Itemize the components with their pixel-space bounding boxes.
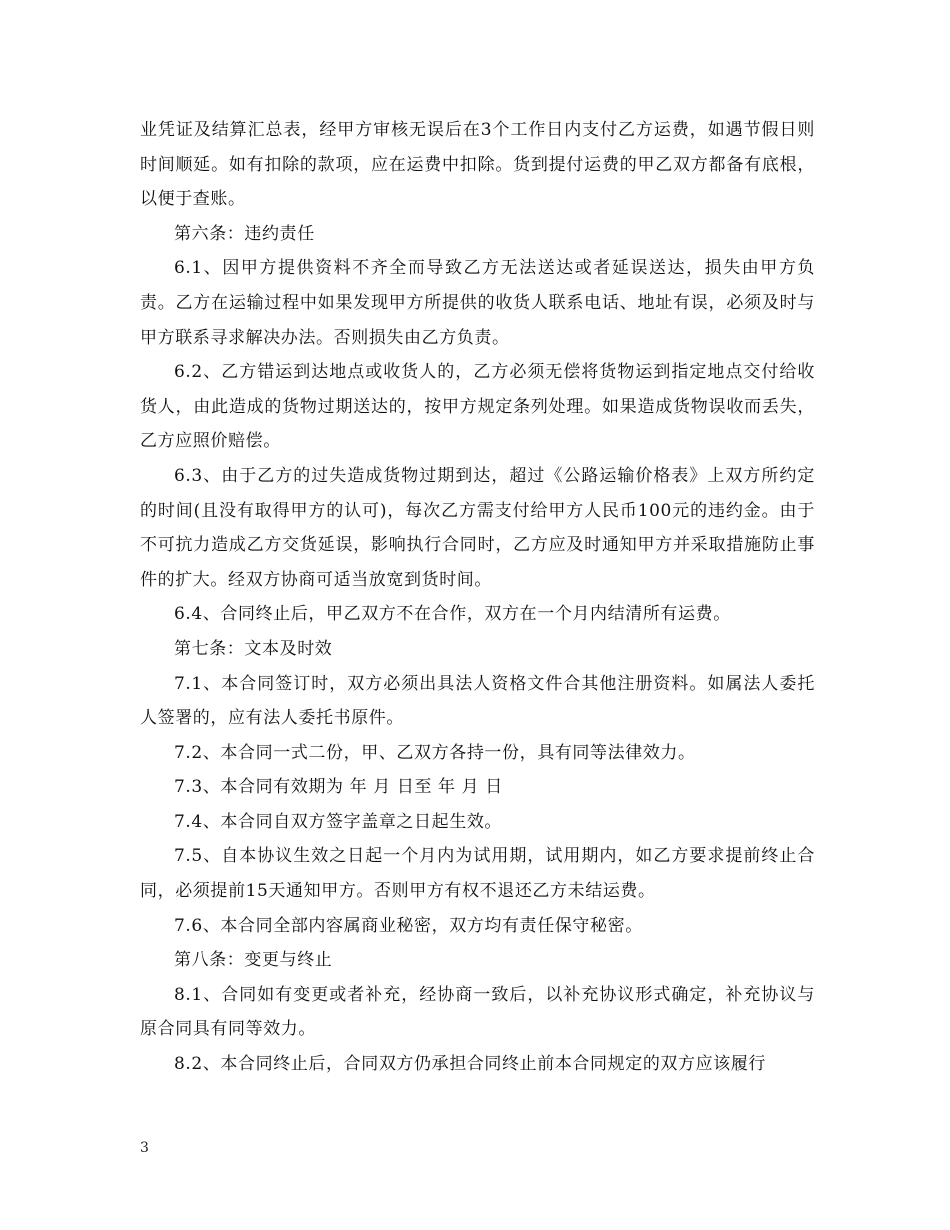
heading-article-6: 第六条：违约责任 [174, 223, 315, 244]
paragraph-6-2: 6.2、乙方错运到达地点或收货人的，乙方必须无偿将货物运到指定地点交付给收货人，由此造成的货物过期送达的，按甲方规定条列处理。如果造成货物误收而丢失，乙方应照价赔偿。 [140, 362, 815, 452]
paragraph-6-3: 6.3、由于乙方的过失造成货物过期到达，超过《公路运输价格表》上双方所约定的时间(且没有取得甲方的认可)，每次乙方需支付给甲方人民币100元的违约金。由于不可抗力造成乙方交货延误，影响执行合同时，乙方应及时通知甲方并采取措施防止事件的扩大。经双方协商可适当放宽到货时间。 [140, 465, 815, 590]
paragraph-settlement-continued: 业凭证及结算汇总表，经甲方审核无误后在3个工作日内支付乙方运费，如遇节假日则时间顺延。如有扣除的款项，应在运费中扣除。货到提付运费的甲乙双方都备有底根，以便于查账。 [140, 120, 815, 210]
paragraph-7-1: 7.1、本合同签订时，双方必须出具法人资格文件合其他注册资料。如属法人委托人签署的，应有法人委托书原件。 [140, 673, 815, 729]
paragraph-7-5: 7.5、自本协议生效之日起一个月内为试用期，试用期内，如乙方要求提前终止合同，必须提前15天通知甲方。否则甲方有权不退还乙方未结运费。 [140, 846, 815, 902]
heading-article-8: 第八条：变更与终止 [174, 950, 333, 971]
paragraph-6-1: 6.1、因甲方提供资料不齐全而导致乙方无法送达或者延误送达，损失由甲方负责。乙方在运输过程中如果发现甲方所提供的收货人联系电话、地址有误，必须及时与甲方联系寻求解决办法。否则损失由乙方负责。 [140, 258, 815, 348]
paragraph-7-3: 7.3、本合同有效期为 年 月 日至 年 月 日 [174, 777, 503, 798]
paragraph-7-2: 7.2、本合同一式二份，甲、乙双方各持一份，具有同等法律效力。 [174, 742, 696, 763]
page-number: 3 [140, 1140, 149, 1156]
document-body [140, 113, 815, 1082]
paragraph-6-4: 6.4、合同终止后，甲乙双方不在合作，双方在一个月内结清所有运费。 [174, 604, 731, 625]
paragraph-7-4: 7.4、本合同自双方签字盖章之日起生效。 [174, 811, 503, 832]
paragraph-7-6: 7.6、本合同全部内容属商业秘密，双方均有责任保守秘密。 [174, 915, 643, 936]
heading-article-7: 第七条：文本及时效 [174, 638, 333, 659]
paragraph-8-1: 8.1、合同如有变更或者补充，经协商一致后，以补充协议形式确定，补充协议与原合同具有同等效力。 [140, 984, 815, 1040]
paragraph-8-2: 8.2、本合同终止后，合同双方仍承担合同终止前本合同规定的双方应该履行 [174, 1054, 767, 1075]
